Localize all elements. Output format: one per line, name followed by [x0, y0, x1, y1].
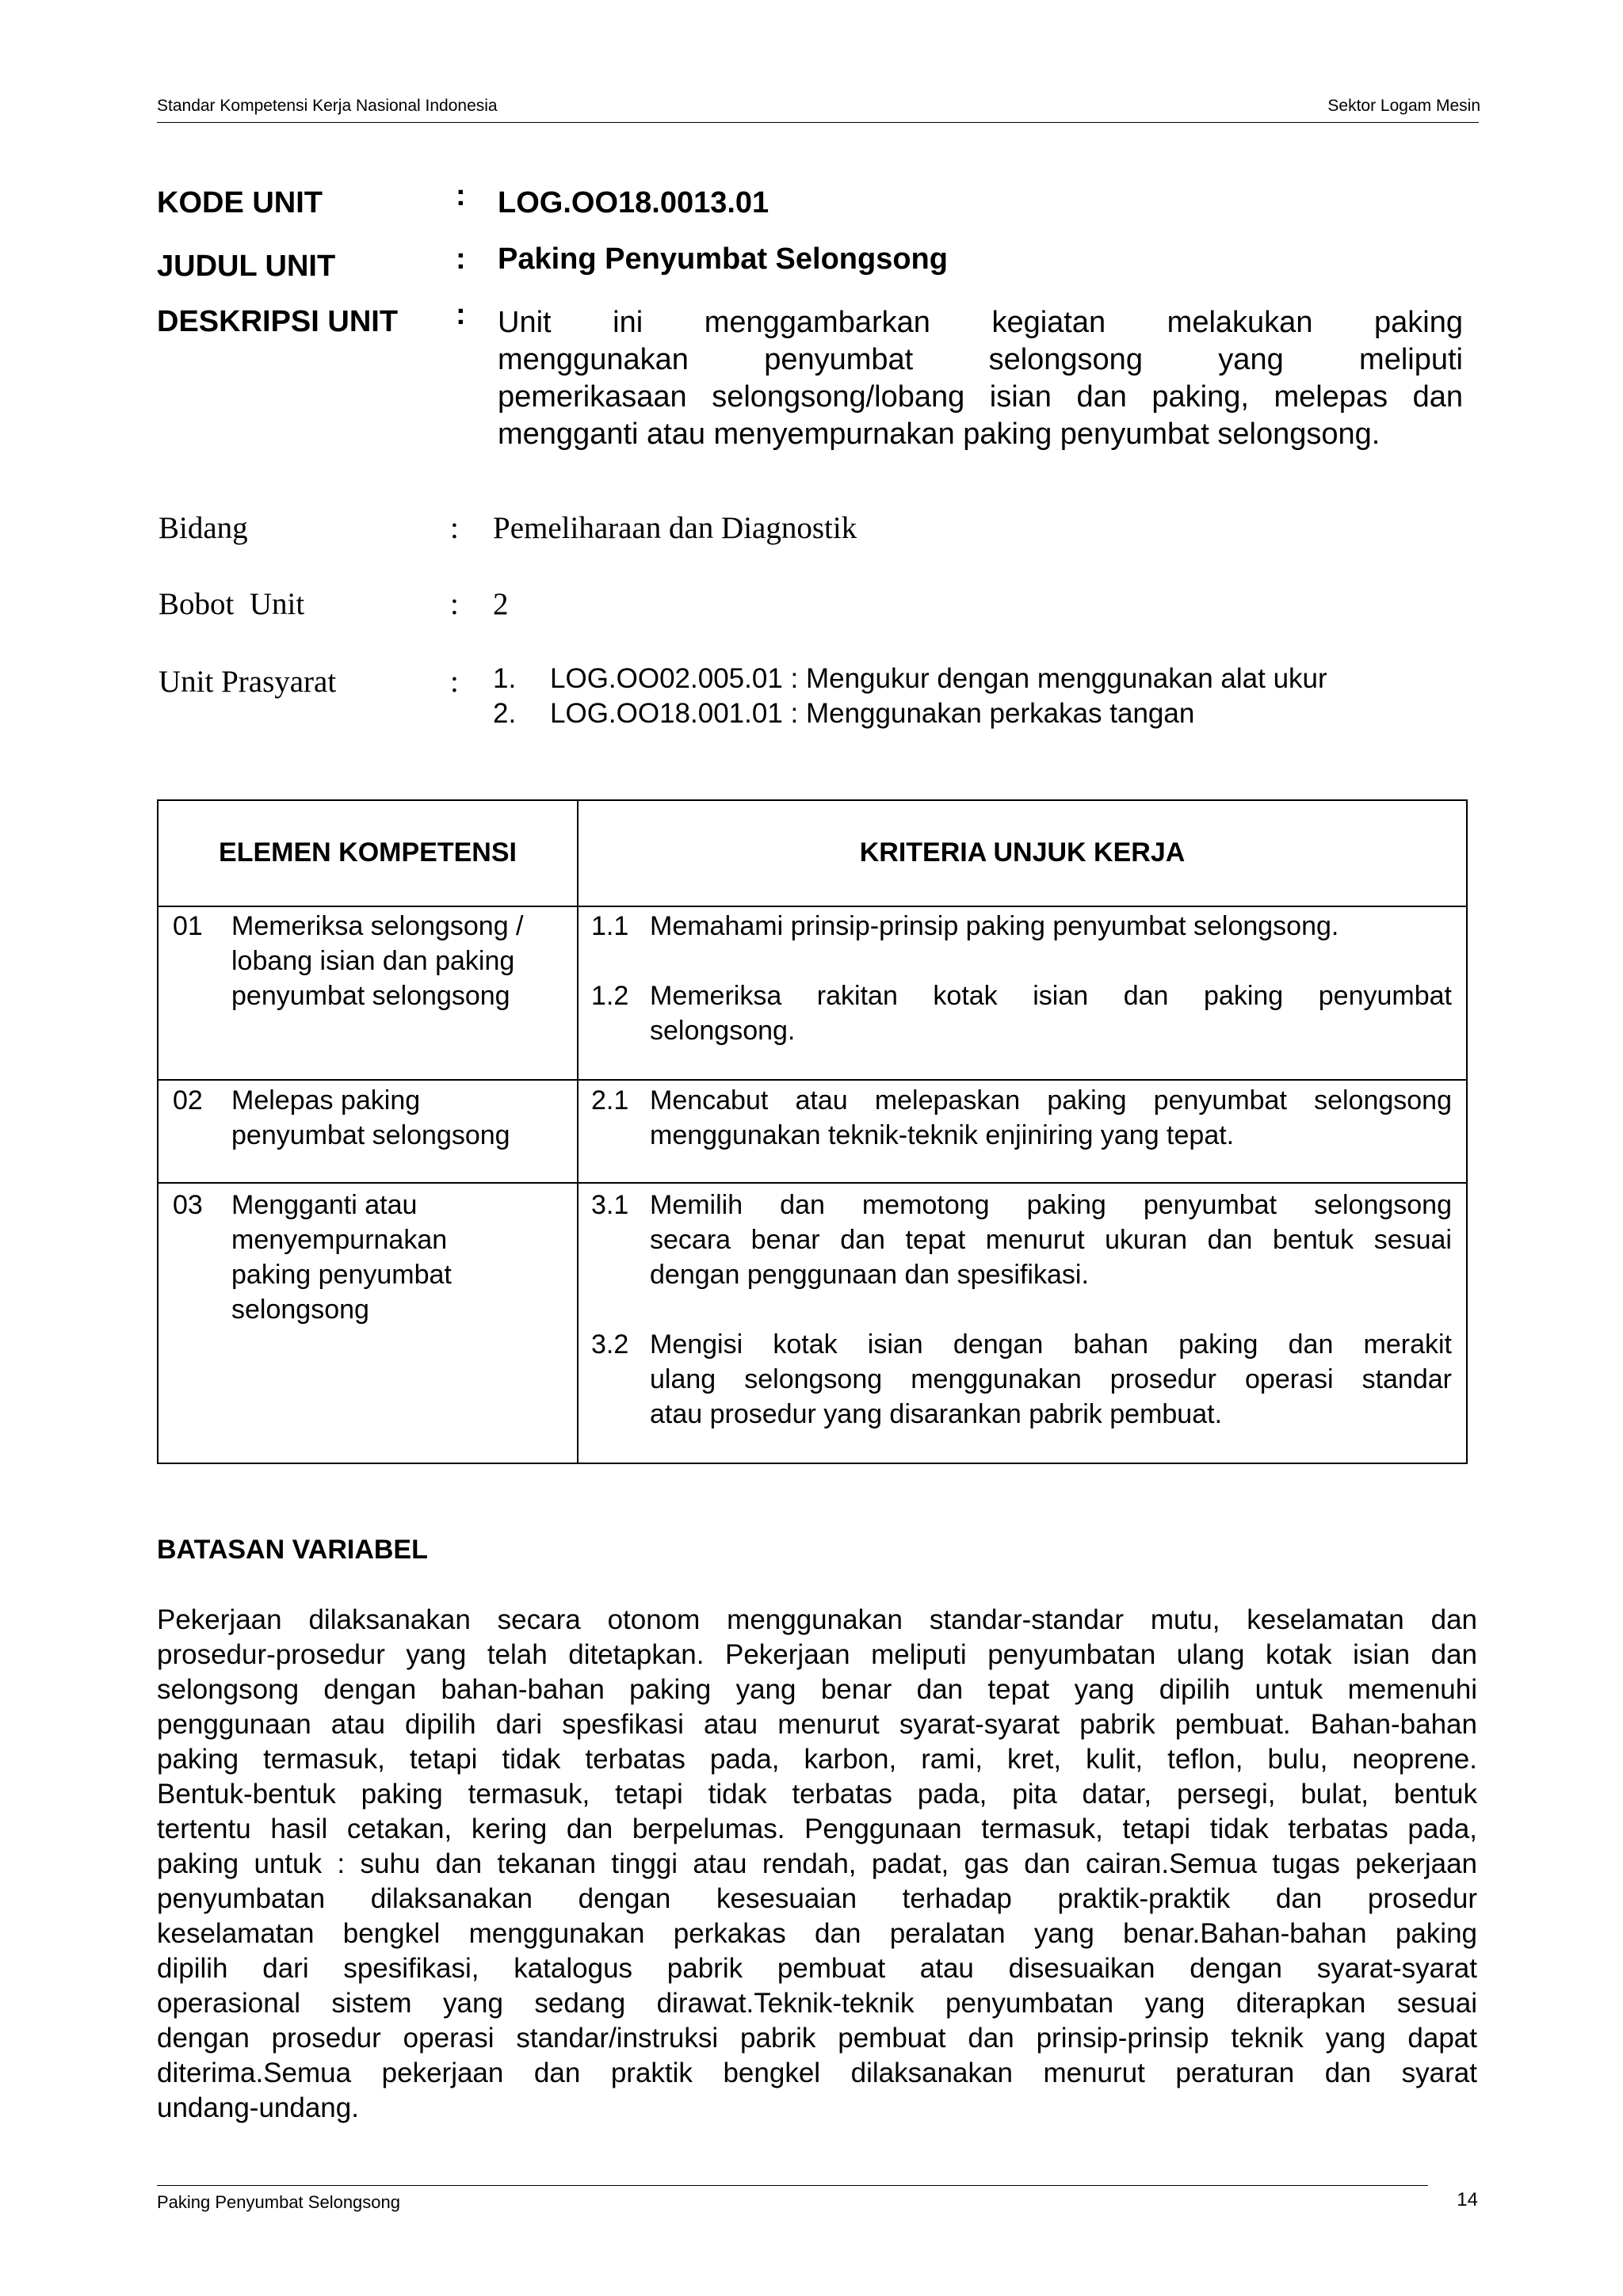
- element-line: Mengganti atau: [231, 1190, 418, 1220]
- deskripsi-unit-colon: :: [456, 298, 466, 331]
- deskripsi-unit-label: DESKRIPSI UNIT: [157, 305, 399, 338]
- bobot-unit-value: 2: [493, 587, 509, 621]
- element-line: Melepas paking: [231, 1085, 421, 1116]
- column-header-kriteria: KRITERIA UNJUK KERJA: [859, 837, 1186, 868]
- deskripsi-line: mengganti atau menyempurnakan paking penyumbat selongsong.: [498, 418, 1381, 451]
- prasyarat-list: [493, 662, 1327, 731]
- element-line: penyumbat selongsong: [231, 981, 510, 1011]
- element-cell: [173, 1083, 569, 1153]
- bobot-unit-colon: :: [450, 587, 459, 621]
- criteria-number: 3.1: [591, 1190, 629, 1220]
- prasyarat-number: 2.: [493, 698, 517, 729]
- element-line: paking penyumbat: [231, 1260, 452, 1290]
- deskripsi-line: menggunakan penyumbat selongsong yang meliputi: [498, 343, 1463, 376]
- bidang-colon: :: [450, 511, 459, 545]
- element-cell: [173, 909, 569, 1013]
- paragraph-line: operasional sistem yang sedang dirawat.Teknik-teknik penyumbatan yang diterapkan sesuai: [157, 1988, 1477, 2019]
- unit-prasyarat-colon: :: [450, 665, 459, 699]
- criteria-number: 3.2: [591, 1329, 629, 1360]
- paragraph-line: undang-undang.: [157, 2092, 359, 2123]
- criteria-line: atau prosedur yang disarankan pabrik pembuat.: [650, 1399, 1223, 1429]
- criteria-number: 2.1: [591, 1085, 629, 1116]
- judul-unit-value: Paking Penyumbat Selongsong: [498, 242, 948, 276]
- element-line: penyumbat selongsong: [231, 1120, 510, 1150]
- criteria-item: [591, 978, 1452, 1048]
- prasyarat-text: LOG.OO18.001.01 : Menggunakan perkakas tangan: [550, 698, 1195, 729]
- criteria-line: Mencabut atau melepaskan paking penyumbat selongsong: [650, 1085, 1452, 1116]
- element-number: 02: [173, 1085, 203, 1116]
- element-number: 03: [173, 1190, 203, 1220]
- paragraph-line: Bentuk-bentuk paking termasuk, tetapi tidak terbatas pada, pita datar, persegi, bulat, bentuk: [157, 1779, 1477, 1810]
- paragraph-line: tertentu hasil cetakan, kering dan berpelumas. Penggunaan termasuk, tetapi tidak terbatas pada,: [157, 1814, 1477, 1844]
- bidang-value: Pemeliharaan dan Diagnostik: [493, 511, 857, 545]
- header-left: Standar Kompetensi Kerja Nasional Indonesia: [157, 97, 498, 115]
- paragraph-line: Pekerjaan dilaksanakan secara otonom menggunakan standar-standar mutu, keselamatan dan: [157, 1604, 1477, 1635]
- header-right: Sektor Logam Mesin: [1327, 97, 1480, 115]
- footer-title: Paking Penyumbat Selongsong: [157, 2192, 400, 2212]
- paragraph-line: paking untuk : suhu dan tekanan tinggi atau rendah, padat, gas dan cairan.Semua tugas pekerjaan: [157, 1848, 1477, 1879]
- criteria-item: [591, 909, 1452, 944]
- page-number: 14: [1457, 2189, 1478, 2210]
- paragraph-line: dengan prosedur operasi standar/instruksi pabrik pembuat dan prinsip-prinsip teknik yang dapat: [157, 2023, 1477, 2054]
- element-line: lobang isian dan paking: [231, 946, 515, 976]
- column-divider: [577, 801, 579, 1463]
- criteria-item: [591, 1083, 1452, 1153]
- kode-unit-colon: :: [456, 179, 466, 212]
- prasyarat-number: 1.: [493, 663, 517, 694]
- criteria-line: ulang selongsong menggunakan prosedur operasi standar: [650, 1364, 1452, 1394]
- prasyarat-text: LOG.OO02.005.01 : Mengukur dengan menggunakan alat ukur: [550, 663, 1327, 694]
- element-line: menyempurnakan: [231, 1225, 448, 1255]
- deskripsi-unit-text: [498, 304, 1463, 453]
- criteria-item: [591, 1188, 1452, 1292]
- paragraph-line: selongsong dengan bahan-bahan paking yang benar dan tepat yang dipilih untuk memenuhi: [157, 1674, 1477, 1705]
- header-row-divider: [158, 906, 1466, 907]
- competency-table: [157, 799, 1468, 1464]
- criteria-number: 1.1: [591, 911, 629, 941]
- criteria-item: [591, 1327, 1452, 1432]
- criteria-line: dengan penggunaan dan spesifikasi.: [650, 1260, 1089, 1290]
- paragraph-line: penggunaan atau dipilih dari spesfikasi atau menurut syarat-syarat pabrik pembuat. Bahan-bahan: [157, 1709, 1477, 1740]
- paragraph-line: keselamatan bengkel menggunakan perkakas dan peralatan yang benar.Bahan-bahan paking: [157, 1918, 1477, 1949]
- kode-unit-value: LOG.OO18.0013.01: [498, 186, 769, 219]
- criteria-number: 1.2: [591, 981, 629, 1011]
- element-line: Memeriksa selongsong /: [231, 911, 524, 941]
- bobot-unit-label: Bobot Unit: [158, 587, 305, 621]
- deskripsi-line: pemerikasaan selongsong/lobang isian dan paking, melepas dan: [498, 380, 1463, 414]
- header-rule: [157, 122, 1479, 123]
- prasyarat-item: [493, 662, 1327, 696]
- column-header-elemen: ELEMEN KOMPETENSI: [219, 837, 517, 868]
- paragraph-line: dipilih dari spesifikasi, katalogus pabrik pembuat atau disesuaikan dengan syarat-syarat: [157, 1953, 1477, 1984]
- element-line: selongsong: [231, 1295, 369, 1325]
- unit-prasyarat-label: Unit Prasyarat: [158, 665, 337, 699]
- criteria-line: menggunakan teknik-teknik enjiniring yang tepat.: [650, 1120, 1235, 1150]
- paragraph-line: penyumbatan dilaksanakan dengan kesesuaian terhadap praktik-praktik dan prosedur: [157, 1883, 1477, 1914]
- prasyarat-item: [493, 696, 1327, 731]
- judul-unit-label: JUDUL UNIT: [157, 250, 336, 283]
- element-number: 01: [173, 911, 203, 941]
- deskripsi-line: Unit ini menggambarkan kegiatan melakukan paking: [498, 306, 1463, 339]
- paragraph-line: paking termasuk, tetapi tidak terbatas pada, karbon, rami, kret, kulit, teflon, bulu, neoprene.: [157, 1744, 1477, 1775]
- kode-unit-label: KODE UNIT: [157, 186, 323, 219]
- criteria-line: Memahami prinsip-prinsip paking penyumbat selongsong.: [650, 911, 1339, 941]
- footer-rule: [157, 2185, 1428, 2186]
- criteria-line: Memeriksa rakitan kotak isian dan paking penyumbat: [650, 981, 1452, 1011]
- row-divider: [158, 1079, 1466, 1081]
- paragraph-line: prosedur-prosedur yang telah ditetapkan. Pekerjaan meliputi penyumbatan ulang kotak isian dan: [157, 1639, 1477, 1670]
- criteria-line: secara benar dan tepat menurut ukuran dan bentuk sesuai: [650, 1225, 1452, 1255]
- row-divider: [158, 1182, 1466, 1184]
- batasan-variabel-heading: BATASAN VARIABEL: [157, 1535, 428, 1565]
- criteria-line: Memilih dan memotong paking penyumbat selongsong: [650, 1190, 1452, 1220]
- criteria-line: Mengisi kotak isian dengan bahan paking dan merakit: [650, 1329, 1452, 1360]
- judul-unit-colon: :: [456, 242, 466, 276]
- element-cell: [173, 1188, 569, 1327]
- criteria-line: selongsong.: [650, 1016, 796, 1046]
- paragraph-line: diterima.Semua pekerjaan dan praktik bengkel dilaksanakan menurut peraturan dan syarat: [157, 2058, 1477, 2088]
- bidang-label: Bidang: [158, 511, 248, 545]
- batasan-variabel-paragraph: [157, 1603, 1477, 2126]
